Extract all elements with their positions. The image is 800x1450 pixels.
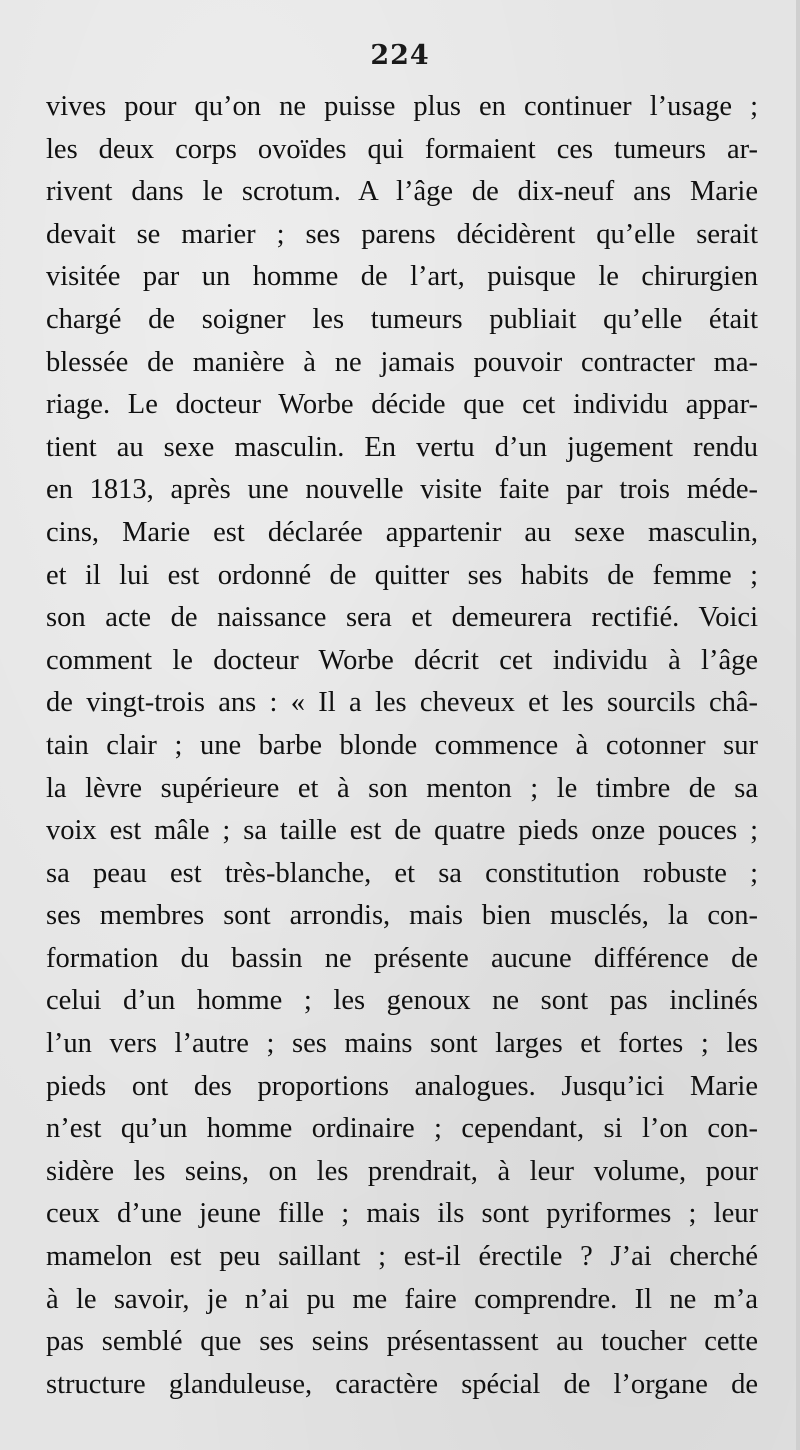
text-line-18: voix est mâle ; sa taille est de quatre pieds onze pouces ; [46,815,758,847]
text-line-2: les deux corps ovoïdes qui formaient ces tumeurs ar- [46,133,758,165]
text-line-17: la lèvre supérieure et à son menton ; le timbre de sa [46,772,758,804]
text-line-3: rivent dans le scrotum. A l’âge de dix-neuf ans Marie [46,176,758,208]
text-line-5: visitée par un homme de l’art, puisque le chirurgien [46,261,758,293]
text-line-21: formation du bassin ne présente aucune différence de [46,942,758,974]
text-line-22: celui d’un homme ; les genoux ne sont pas inclinés [46,985,758,1017]
text-line-9: tient au sexe masculin. En vertu d’un jugement rendu [46,431,758,463]
text-line-30: pas semblé que ses seins présentassent au toucher cette [46,1326,758,1358]
text-line-28: mamelon est peu saillant ; est-il érectile ? J’ai cherché [46,1241,758,1273]
text-line-4: devait se marier ; ses parens décidèrent qu’elle serait [46,218,758,250]
text-line-26: sidère les seins, on les prendrait, à leur volume, pour [46,1155,758,1187]
text-line-12: et il lui est ordonné de quitter ses habits de femme ; [46,559,758,591]
text-line-23: l’un vers l’autre ; ses mains sont larges et fortes ; les [46,1028,758,1060]
text-line-27: ceux d’une jeune fille ; mais ils sont pyriformes ; leur [46,1198,758,1230]
text-line-20: ses membres sont arrondis, mais bien musclés, la con- [46,900,758,932]
text-line-11: cins, Marie est déclarée appartenir au sexe masculin, [46,516,758,548]
text-line-24: pieds ont des proportions analogues. Jusqu’ici Marie [46,1070,758,1102]
text-line-8: riage. Le docteur Worbe décide que cet individu appar- [46,389,758,421]
text-line-13: son acte de naissance sera et demeurera rectifié. Voici [46,602,758,634]
text-line-31: structure glanduleuse, caractère spécial de l’organe de [46,1368,758,1400]
text-line-15: de vingt-trois ans : « Il a les cheveux et les sourcils châ- [46,687,758,719]
text-line-1: vives pour qu’on ne puisse plus en continuer l’usage ; [46,91,758,122]
text-line-14: comment le docteur Worbe décrit cet individu à l’âge [46,644,758,676]
page-number: 224 [370,40,430,71]
text-line-25: n’est qu’un homme ordinaire ; cependant, si l’on con- [46,1113,758,1145]
text-line-6: chargé de soigner les tumeurs publiait qu’elle était [46,303,758,335]
body-text [46,86,758,1406]
text-line-10: en 1813, après une nouvelle visite faite par trois méde- [46,474,758,506]
text-line-7: blessée de manière à ne jamais pouvoir contracter ma- [46,346,758,378]
text-line-19: sa peau est très-blanche, et sa constitution robuste ; [46,857,758,889]
text-line-29: à le savoir, je n’ai pu me faire comprendre. Il ne m’a [46,1283,758,1315]
text-line-16: tain clair ; une barbe blonde commence à cotonner sur [46,729,758,761]
